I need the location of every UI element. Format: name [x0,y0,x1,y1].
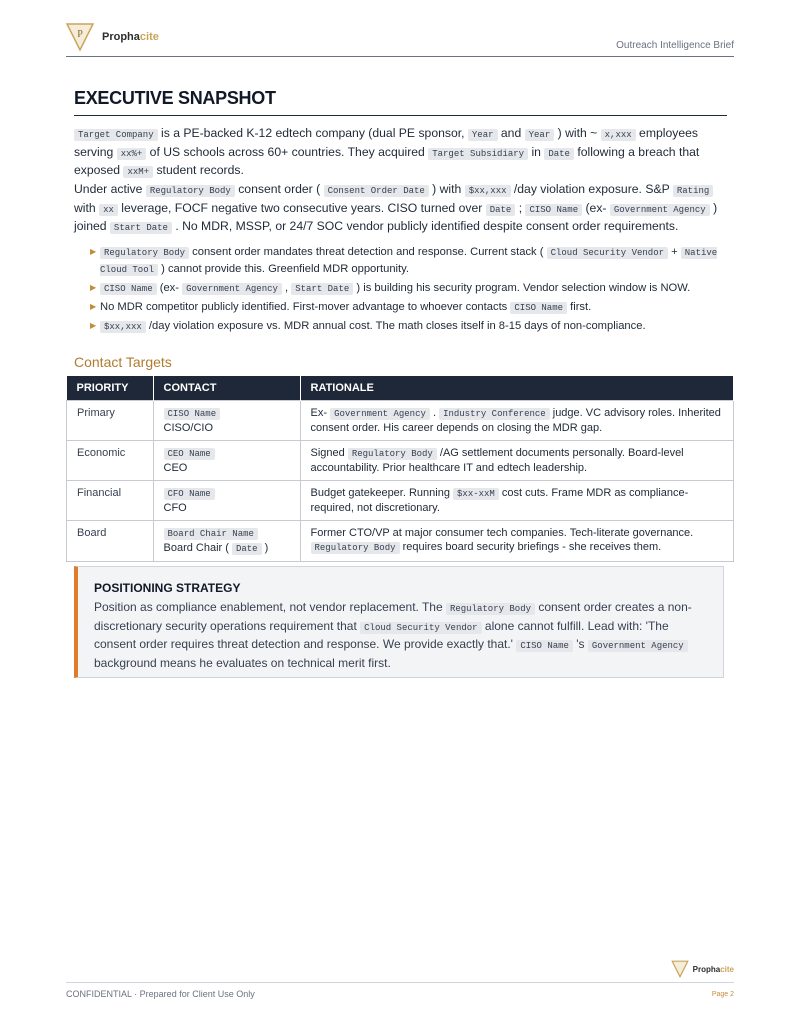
priority-cell: Board [67,521,154,562]
placeholder-tag: CISO Name [164,408,221,420]
column-header-rationale: RATIONALE [300,376,734,401]
text-span: Former CTO/VP at major consumer tech companies. Tech-literate governance. [310,527,694,539]
text-span: and [497,126,525,140]
text-span: Ex- [310,407,331,419]
text-span: ; [515,200,526,215]
text-span: Under active [74,182,146,196]
list-item [90,280,730,297]
list-item [90,299,730,316]
text-span: judge. VC advisory roles. Inherited consent order. His career depends on closing the MDR gap. [310,407,721,434]
footer-logo [671,960,734,978]
placeholder-tag: Government Agency [610,204,710,216]
brand-logo [66,22,159,52]
placeholder-tag: Rating [673,185,713,197]
placeholder-tag: CISO Name [525,204,582,216]
table-row [67,521,734,562]
text-span: ) [261,542,269,554]
placeholder-tag: Regulatory Body [311,542,400,554]
placeholder-tag: Government Agency [330,408,430,420]
contact-role: CISO/CIO [163,422,214,434]
list-item [90,244,730,278]
text-span: consent order ( [234,182,324,196]
text-span: background means he evaluates on technical merit first. [94,655,391,670]
callout-body [94,599,707,671]
placeholder-tag: Regulatory Body [100,247,189,259]
text-span: 's [572,637,588,651]
text-span: (ex- [156,282,183,294]
contact-role: CEO [163,462,188,474]
placeholder-tag: Regulatory Body [446,603,535,615]
rationale-cell [300,441,734,481]
table-row [67,401,734,441]
placeholder-tag: Year [468,129,498,141]
placeholder-tag: Start Date [110,222,172,234]
placeholder-tag: Date [232,543,262,555]
placeholder-tag: Government Agency [182,283,282,295]
text-span: alone cannot fulfill. Lead with: 'The consent order requires threat detection and response. We provide exactly that.' [94,618,669,651]
column-header-contact: CONTACT [153,376,300,401]
summary-paragraph-2 [74,181,726,237]
brand-name [102,31,159,43]
placeholder-tag: Target Subsidiary [428,148,528,160]
text-span: . No MDR, MSSP, or 24/7 SOC vendor publicly identified despite consent order requirements. [171,219,679,233]
placeholder-tag: x,xxx [601,129,636,141]
list-item [90,318,730,335]
brand-accent: cite [720,964,734,974]
text-span: consent order creates a non-discretionary security operations requirement that [94,600,692,633]
text-span: consent order mandates threat detection and response. Current stack ( [189,246,547,258]
contact-cell [153,401,300,441]
placeholder-tag: Date [486,204,516,216]
placeholder-tag: CEO Name [164,448,215,460]
text-span: /day violation exposure. S&P [510,182,673,196]
placeholder-tag: CISO Name [516,640,573,652]
text-span: No MDR competitor publicly identified. First-mover advantage to whoever contacts [100,301,511,313]
text-span: /AG settlement documents personally. Board-level accountability. Prior healthcare IT and edtech leadership. [310,447,684,474]
logo-letter: P [77,29,83,40]
placeholder-tag: CFO Name [164,488,215,500]
text-span: /day violation exposure vs. MDR annual cost. The math closes itself in 8-15 days of non-compliance. [145,320,646,332]
page-number: Page 2 [711,991,734,998]
placeholder-tag: Industry Conference [439,408,550,420]
rationale-cell [300,481,734,521]
contact-cell [153,481,300,521]
key-points-list [90,244,730,337]
placeholder-tag: $xx,xxx [100,321,146,333]
contact-targets-heading: Contact Targets [74,354,172,370]
placeholder-tag: Target Company [74,129,158,141]
priority-cell: Financial [67,481,154,521]
contact-cell [153,521,300,562]
placeholder-tag: Regulatory Body [348,448,437,460]
triangle-bullet-icon: ▶ [90,302,97,311]
table-row [67,481,734,521]
callout-title: POSITIONING STRATEGY [94,581,241,595]
text-span: in [528,144,545,159]
text-span: ) joined [74,200,718,233]
triangle-bullet-icon: ▶ [90,321,97,330]
text-span: employees serving [74,126,698,159]
placeholder-tag: Cloud Security Vendor [547,247,668,259]
placeholder-tag: $xx,xxx [465,185,511,197]
table-row [67,441,734,481]
text-span: Signed [310,447,348,459]
rationale-cell [300,401,734,441]
confidential-notice: CONFIDENTIAL · Prepared for Client Use Only [66,989,255,999]
contact-role: CFO [163,502,187,514]
text-span: of US schools across 60+ countries. They acquired [146,144,429,159]
text-span: with [74,200,100,215]
placeholder-tag: Regulatory Body [146,185,235,197]
section-title: EXECUTIVE SNAPSHOT [74,88,727,116]
text-span: first. [567,301,592,313]
text-span: ) is building his security program. Vendor selection window is NOW. [353,282,691,294]
text-span: following a breach that exposed [74,144,700,177]
placeholder-tag: Year [525,129,555,141]
text-span: leverage, FOCF negative two consecutive years. CISO turned over [117,200,486,215]
text-span: cost cuts. Frame MDR as compliance-required, not discretionary. [310,487,689,514]
text-span: , [281,282,292,294]
priority-cell: Primary [67,401,154,441]
text-span: student records. [153,163,244,177]
rationale-cell [300,521,734,562]
triangle-bullet-icon: ▶ [90,247,97,256]
placeholder-tag: xx [99,204,118,216]
placeholder-tag: xx%+ [117,148,147,160]
placeholder-tag: xxM+ [123,166,153,178]
column-header-priority: PRIORITY [67,376,154,401]
text-span: Position as compliance enablement, not vendor replacement. The [94,600,446,614]
text-span: (ex- [582,200,610,215]
placeholder-tag: Cloud Security Vendor [360,622,481,634]
text-span: . [429,407,440,419]
placeholder-tag: CISO Name [100,283,157,295]
brand-main: Propha [102,31,140,43]
positioning-strategy-callout [74,566,724,678]
placeholder-tag: Board Chair Name [164,528,258,540]
summary-paragraph-1 [74,125,726,181]
placeholder-tag: Government Agency [588,640,688,652]
contact-cell [153,441,300,481]
contact-table [66,376,734,562]
text-span: + [668,246,681,258]
priority-cell: Economic [67,441,154,481]
text-span: requires board security briefings - she receives them. [399,541,662,553]
text-span: ) with [428,182,465,196]
page-footer [66,982,734,1003]
placeholder-tag: Date [544,148,574,160]
table-header-row [67,376,734,401]
text-span: ) with ~ [554,126,601,140]
shield-logo-icon [671,960,689,978]
brand-accent: cite [139,31,159,43]
text-span: is a PE-backed K-12 edtech company (dual PE sponsor, [157,126,468,140]
document-title: Outreach Intelligence Brief [616,40,734,51]
text-span: ) cannot provide this. Greenfield MDR opportunity. [158,263,410,275]
triangle-bullet-icon: ▶ [90,283,97,292]
brand-main: Propha [692,964,721,974]
page-header [66,22,734,57]
contact-role: Board Chair ( [163,542,232,554]
placeholder-tag: Native Cloud Tool [100,248,718,275]
shield-logo-icon [66,22,94,52]
placeholder-tag: Start Date [291,283,353,295]
text-span: Budget gatekeeper. Running [310,487,454,499]
footer-brand-name [693,965,734,974]
placeholder-tag: Consent Order Date [324,185,429,197]
placeholder-tag: CISO Name [510,302,567,314]
placeholder-tag: $xx-xxM [453,488,499,500]
